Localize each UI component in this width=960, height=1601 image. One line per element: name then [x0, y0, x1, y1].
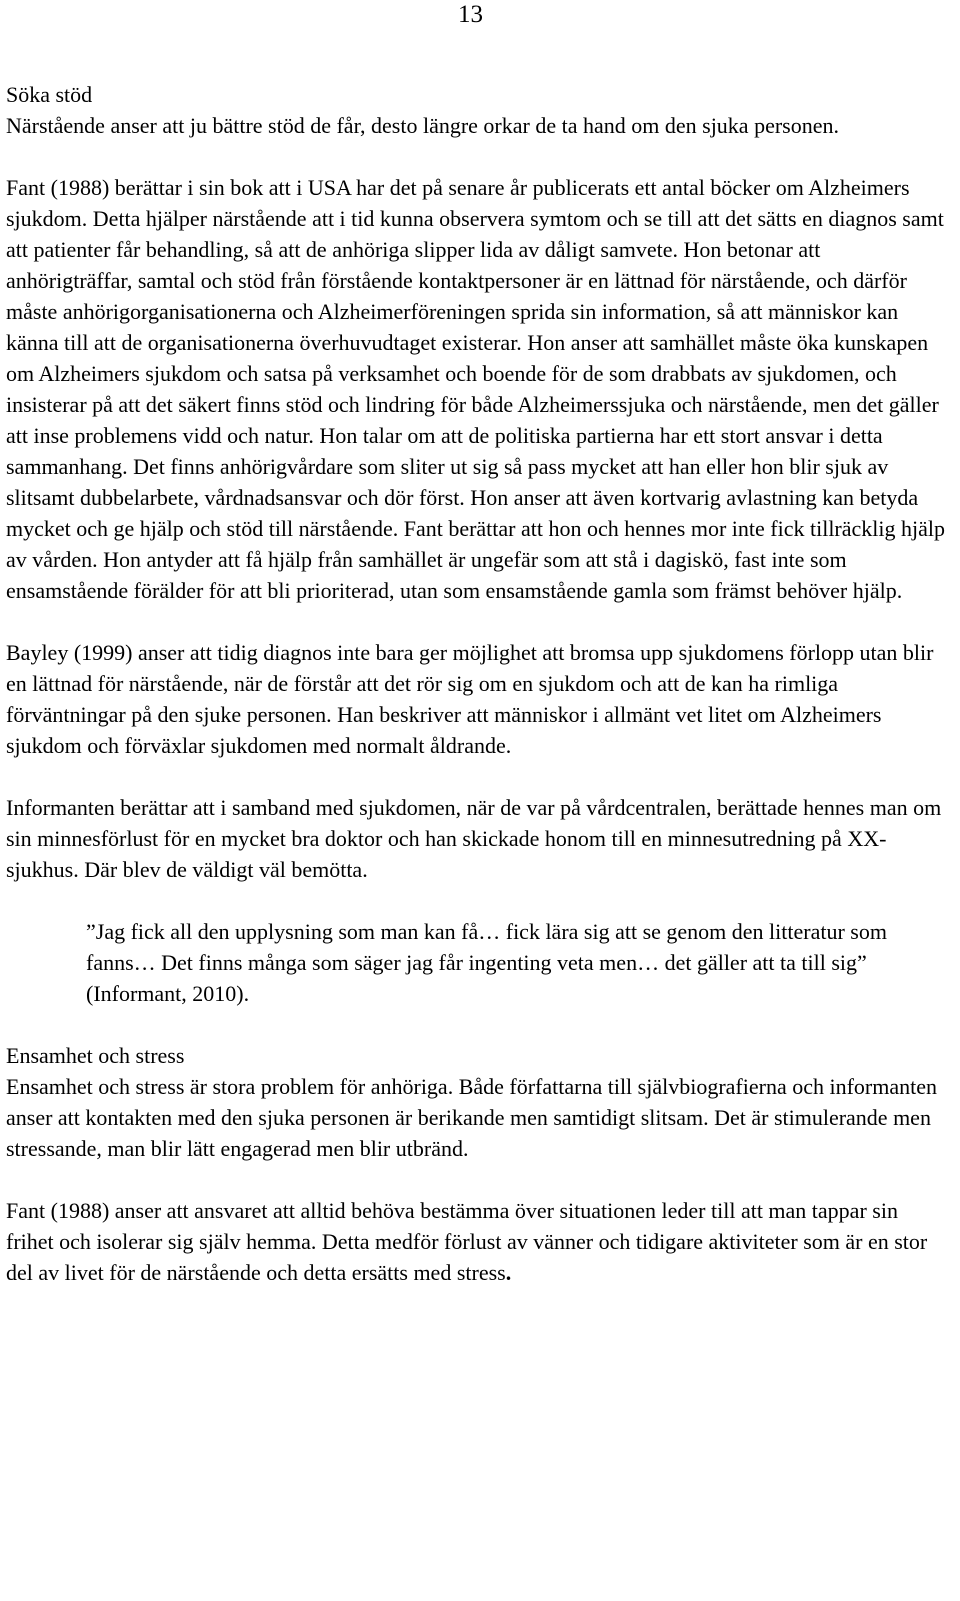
paragraph-gap — [6, 1164, 950, 1195]
paragraph-gap — [6, 761, 950, 792]
paragraph: Ensamhet och stress är stora problem för anhöriga. Både författarna till självbiografierna och informanten anser att kontakten med den sjuka personen är berikande men samtidigt slitsam. Det är stimulerande men stressande, man blir lätt engagerad men blir utbränd. — [6, 1074, 938, 1161]
paragraph-text: Fant (1988) anser att ansvaret att alltid behöva bestämma över situationen leder till att man tappar sin frihet och isolerar sig själv hemma. Detta medför förlust av vänner och tidigare aktiviteter som är en stor del av livet för de närstående och detta ersätts med stress — [6, 1198, 928, 1285]
paragraph: Närstående anser att ju bättre stöd de får, desto längre orkar de ta hand om den sjuka personen. — [6, 113, 839, 138]
paragraph-gap — [6, 606, 950, 637]
document-body — [6, 79, 950, 1288]
paragraph-gap — [6, 141, 950, 172]
paragraph — [6, 1195, 950, 1288]
page-number: 13 — [458, 1, 483, 28]
paragraph: Informanten berättar att i samband med sjukdomen, när de var på vårdcentralen, berättade hennes man om sin minnesförlust för en mycket bra doktor och han skickade honom till en minnesutredning på XX-sjukhus. Där blev de väldigt väl bemötta. — [6, 795, 942, 882]
final-period: . — [505, 1260, 512, 1285]
paragraph: Bayley (1999) anser att tidig diagnos inte bara ger möjlighet att bromsa upp sjukdomens förlopp utan blir en lättnad för närstående, när de förstår att det rör sig om en sjukdom och att de kan ha rimliga förväntningar på den sjuke personen. Han beskriver att människor i allmänt vet litet om Alzheimers sjukdom och förväxlar sjukdomen med normalt åldrande. — [6, 640, 934, 758]
section-heading-ensamhet-och-stress: Ensamhet och stress — [6, 1043, 185, 1068]
block-quote: ”Jag fick all den upplysning som man kan få… fick lära sig att se genom den litteratur som fanns… Det finns många som säger jag får ingenting veta men… det gäller att ta till sig” (Informant, 2010). — [86, 919, 887, 1006]
paragraph-gap — [6, 1009, 950, 1040]
paragraph: Fant (1988) berättar i sin bok att i USA har det på senare år publicerats ett antal böcker om Alzheimers sjukdom. Detta hjälper närstående att i tid kunna observera symtom och se till att det sätts en diagnos samt att patienter får behandling, så att de anhöriga slipper lida av dåligt samvete. Hon betonar att anhörigträffar, samtal och stöd från förstående kontaktpersoner är en lättnad för närstående, och därför måste anhörigorganisationerna och Alzheimerföreningen sprida sin information, så att människor kan känna till att de organisationerna överhuvudtaget existerar. Hon anser att samhället måste öka kunskapen om Alzheimers sjukdom och satsa på verksamhet och boende för de som drabbats av sjukdomen, och insisterar på att det säkert finns stöd och lindring för både Alzheimerssjuka och närstående, men det gäller att inse problemens vidd och natur. Hon talar om att de politiska partierna har ett stort ansvar i detta sammanhang. Det finns anhörigvårdare som sliter ut sig så pass mycket att han eller hon blir sjuk av slitsamt dubbelarbete, vårdnadsansvar och dör först. Hon anser att även kortvarig avlastning kan betyda mycket och ge hjälp och stöd till närstående. Fant berättar att hon och hennes mor inte fick tillräcklig hjälp av vården. Hon antyder att få hjälp från samhället är ungefär som att stå i dagiskö, fast inte som ensamstående förälder för att bli prioriterad, utan som ensamstående gamla som främst behöver hjälp. — [6, 175, 945, 603]
section-heading-soka-stod: Söka stöd — [6, 82, 93, 107]
paragraph-gap — [6, 885, 950, 916]
